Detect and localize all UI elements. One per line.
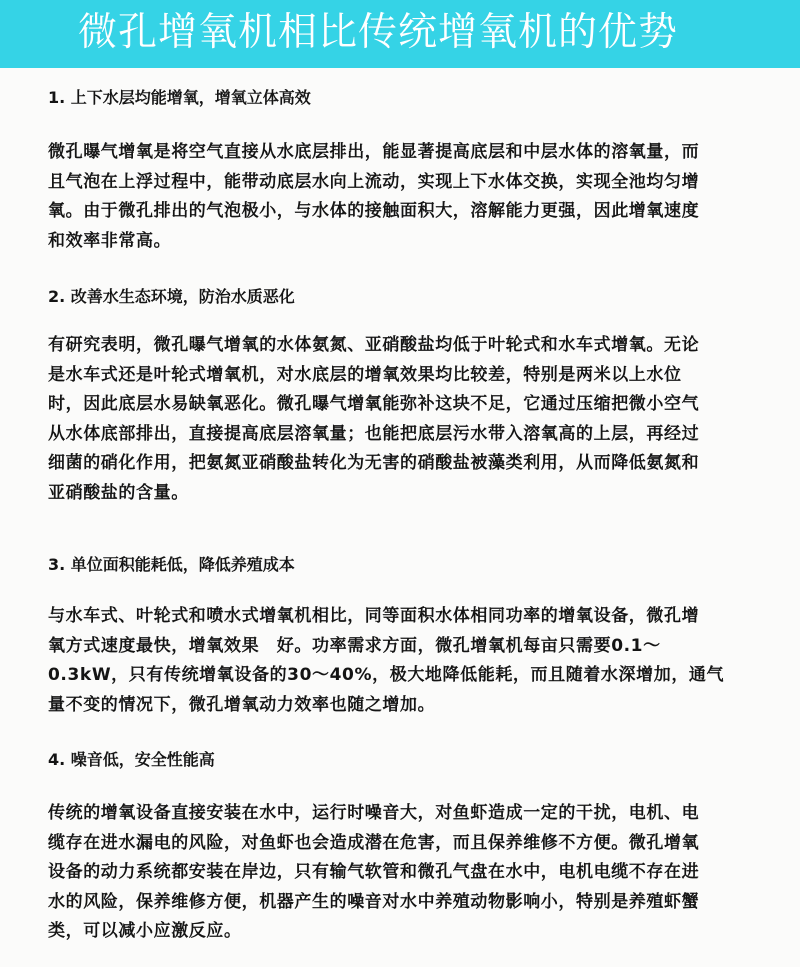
paragraph-line: 时，因此底层水易缺氧恶化。微孔曝气增氧能弥补这块不足，它通过压缩把微小空气 [48,394,700,415]
paragraph-line: 设备的动力系统都安装在岸边，只有输气软管和微孔气盘在水中，电机电缆不存在进 [48,862,700,883]
page-title: 微孔增氧机相比传统增氧机的优势 [78,10,679,55]
section-3 [48,555,768,715]
section-4 [48,750,768,942]
paragraph-line: 氧方式速度最快，增氧效果 好。功率需求方面，微孔增氧机每亩只需要0.1～ [48,635,661,656]
paragraph-line: 量不变的情况下，微孔增氧动力效率也随之增加。 [48,694,436,715]
paragraph-line: 细菌的硝化作用，把氨氮亚硝酸盐转化为无害的硝酸盐被藻类利用，从而降低氨氮和 [48,453,700,474]
title-banner [0,0,800,68]
section-paragraph [48,799,768,947]
section-heading: 4. 噪音低，安全性能高 [48,750,215,769]
section-2 [48,287,768,503]
section-heading: 3. 单位面积能耗低，降低养殖成本 [48,555,295,574]
paragraph-line: 有研究表明，微孔曝气增氧的水体氨氮、亚硝酸盐均低于叶轮式和水车式增氧。无论 [48,335,700,355]
paragraph-line: 且气泡在上浮过程中，能带动底层水向上流动，实现上下水体交换，实现全池均匀增 [48,171,700,192]
section-1 [48,88,768,251]
paragraph-line: 亚硝酸盐的含量。 [48,482,189,503]
section-paragraph [48,602,768,720]
paragraph-line: 传统的增氧设备直接安装在水中，运行时噪音大，对鱼虾造成一定的干扰，电机、电 [48,803,700,823]
paragraph-line: 从水体底部排出，直接提高底层溶氧量；也能把底层污水带入溶氧高的上层，再经过 [48,423,700,444]
section-heading: 2. 改善水生态环境，防治水质恶化 [48,287,295,306]
paragraph-line: 微孔曝气增氧是将空气直接从水底层排出，能显著提高底层和中层水体的溶氧量，而 [48,142,700,162]
paragraph-line: 缆存在进水漏电的风险，对鱼虾也会造成潜在危害，而且保养维修不方便。微孔增氧 [48,832,700,853]
section-paragraph [48,331,768,509]
paragraph-line: 氧。由于微孔排出的气泡极小，与水体的接触面积大，溶解能力更强，因此增氧速度 [48,201,700,222]
paragraph-line: 与水车式、叶轮式和喷水式增氧机相比，同等面积水体相同功率的增氧设备，微孔增 [48,606,700,626]
section-paragraph [48,138,768,256]
paragraph-line: 和效率非常高。 [48,230,172,251]
paragraph-line: 类，可以减小应激反应。 [48,921,242,942]
paragraph-line: 0.3kW，只有传统增氧设备的30～40%，极大地降低能耗，而且随着水深增加，通气 [48,665,725,686]
paragraph-line: 水的风险，保养维修方便，机器产生的噪音对水中养殖动物影响小，特别是养殖虾蟹 [48,891,700,912]
paragraph-line: 是水车式还是叶轮式增氧机，对水底层的增氧效果均比较差，特别是两米以上水位 [48,364,682,385]
section-heading: 1. 上下水层均能增氧，增氧立体高效 [48,88,311,107]
